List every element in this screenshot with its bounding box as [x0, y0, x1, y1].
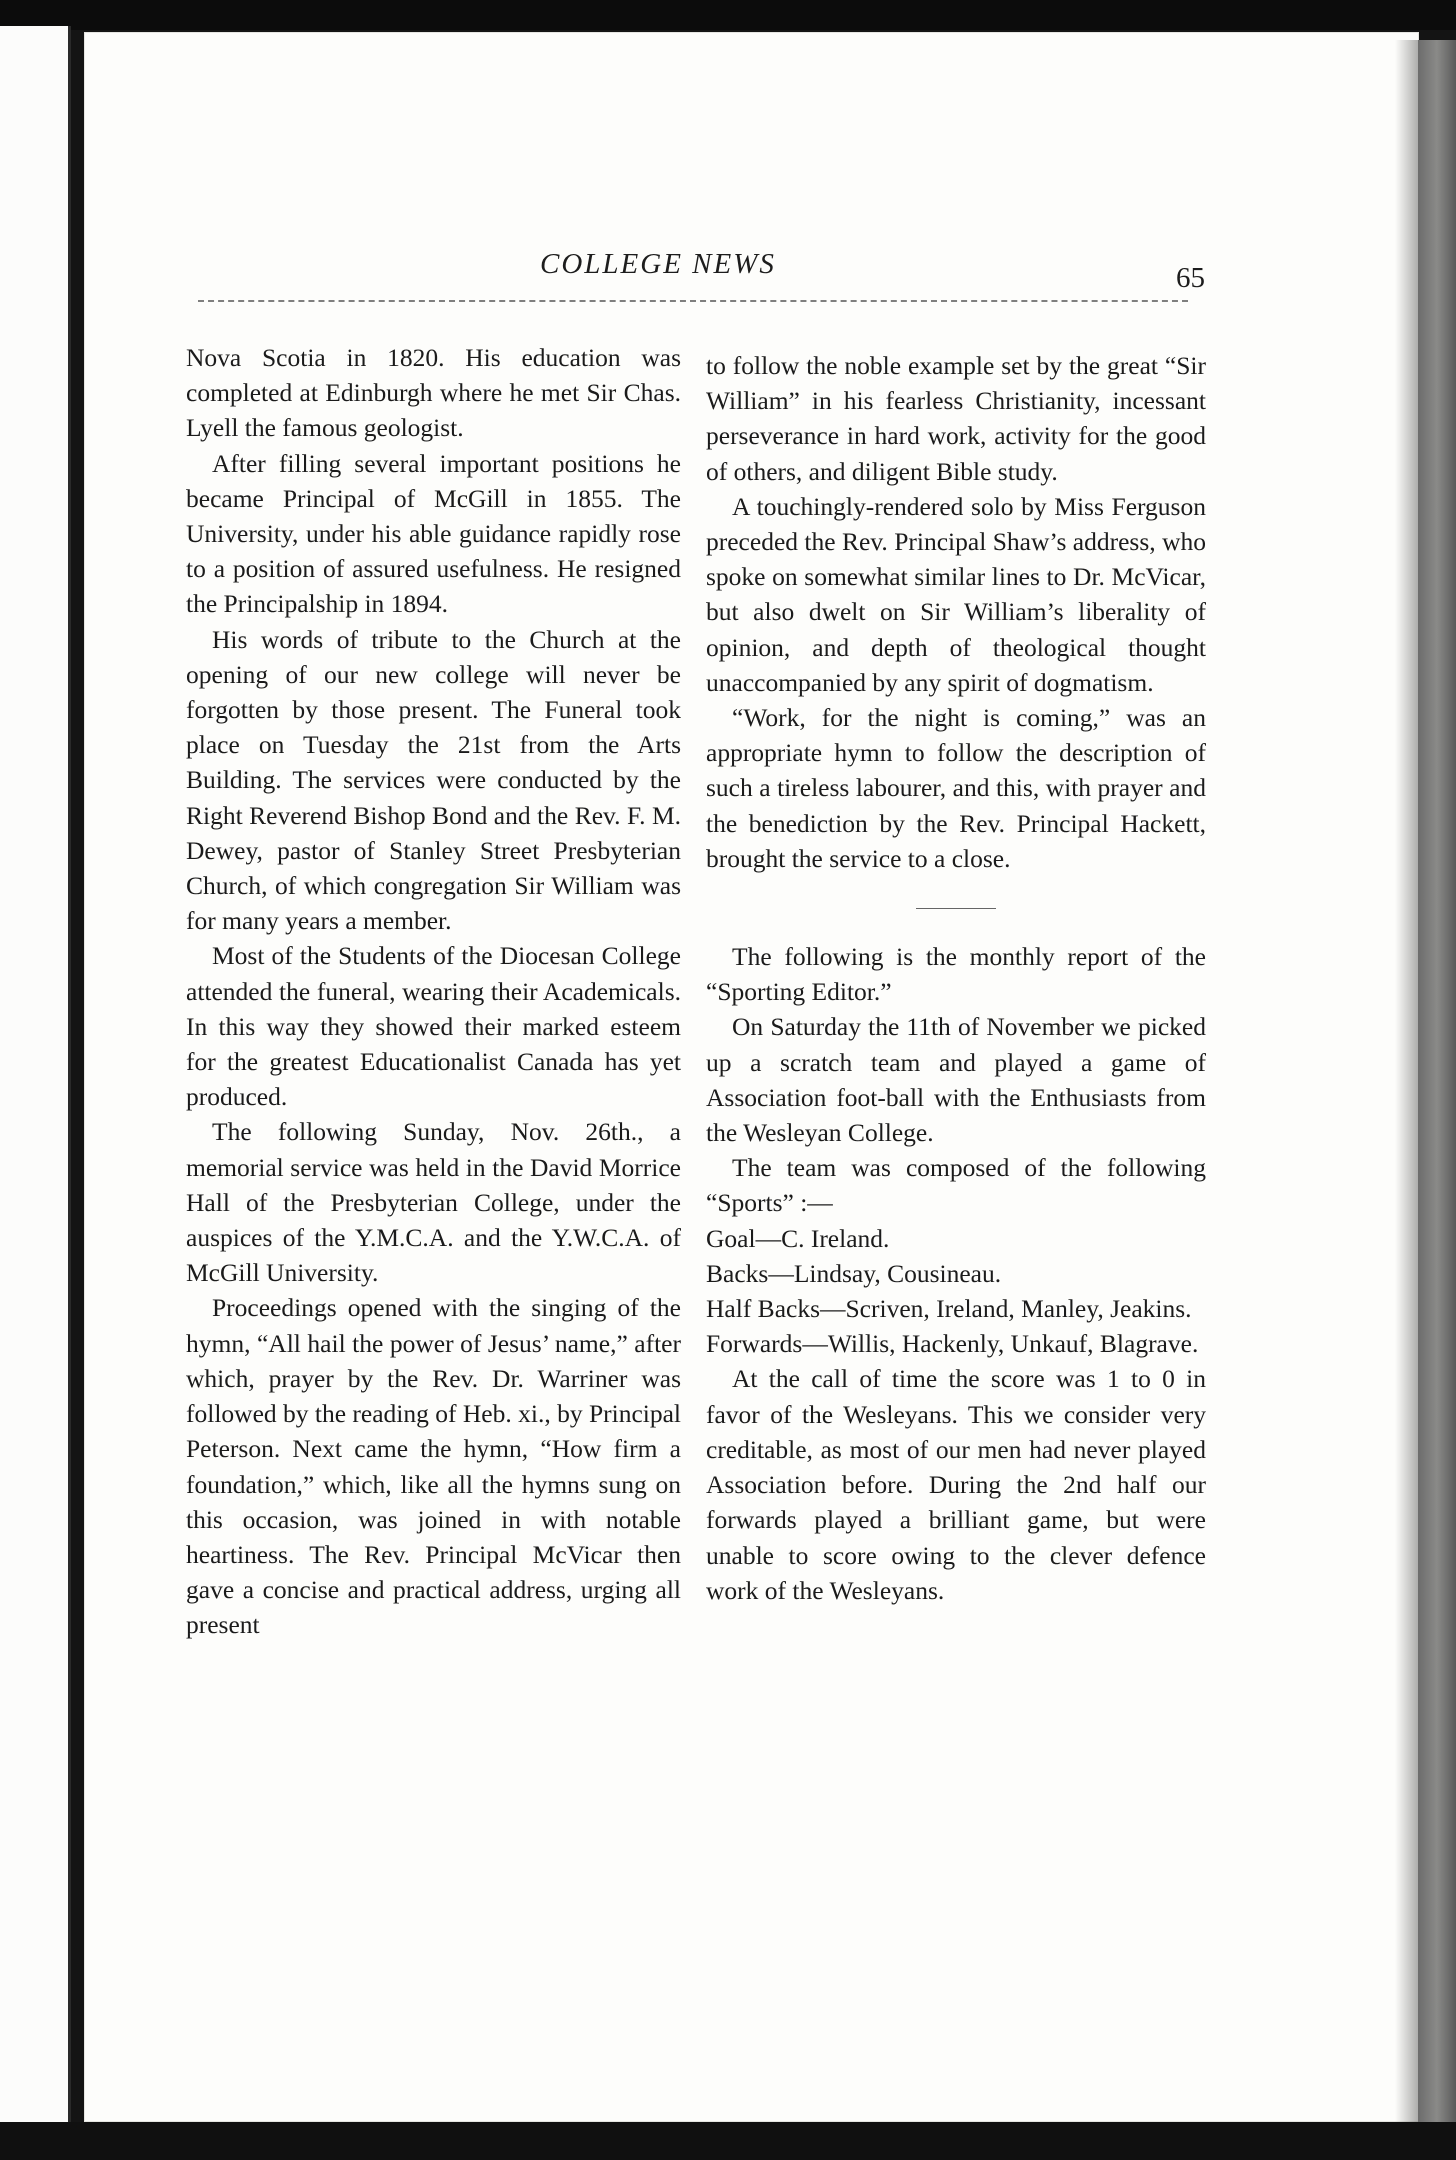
previous-page-edge	[0, 26, 71, 2126]
paragraph: His words of tribute to the Church at the opening of our new college will never be forgotten by those present. The Funeral took place on Tuesday the 21st from the Arts Building. The services were conducted by the Right Reverend Bishop Bond and the Rev. F. M. Dewey, pastor of Stanley Street Presbyterian Church, of which congregation Sir William was for many years a member.	[186, 624, 681, 936]
header-rule	[198, 300, 1188, 302]
paragraph: The following Sunday, Nov. 26th., a memorial service was held in the David Morrice Hall of the Presbyterian College, under the auspices of the Y.M.C.A. and the Y.W.C.A. of McGill University.	[186, 1117, 681, 1288]
page-number: 65	[1176, 262, 1205, 294]
right-column	[706, 348, 1206, 1608]
paragraph: A touchingly-rendered solo by Miss Ferguson preceded the Rev. Principal Shaw’s address, who spoke on somewhat similar lines to Dr. McVicar, but also dwelt on Sir William’s liberality of opinion, and depth of theological thought unaccompanied by any spirit of dogmatism.	[706, 491, 1206, 697]
team-roster	[706, 1221, 1206, 1362]
paragraph: Nova Scotia in 1820. His education was completed at Edinburgh where he met Sir Chas. Lyell the famous geologist.	[186, 343, 681, 443]
left-column	[186, 340, 681, 1643]
paragraph: Most of the Students of the Diocesan College attended the funeral, wearing their Academicals. In this way they showed their marked esteem for the greatest Educationalist Canada has yet produced.	[186, 941, 681, 1112]
paragraph: On Saturday the 11th of November we picked up a scratch team and played a game of Association foot-ball with the Enthusiasts from the Wesleyan College.	[706, 1012, 1206, 1148]
running-head: COLLEGE NEWS	[540, 248, 776, 280]
roster-line: Half Backs—Scriven, Ireland, Manley, Jeakins.	[706, 1294, 1192, 1324]
paragraph: The following is the monthly report of the “Sporting Editor.”	[706, 942, 1206, 1007]
roster-line: Forwards—Willis, Hackenly, Unkauf, Blagrave.	[706, 1329, 1199, 1359]
paragraph: “Work, for the night is coming,” was an appropriate hymn to follow the description of such a tireless labourer, and this, with prayer and the benediction by the Rev. Principal Hackett, brought the service to a close.	[706, 703, 1206, 873]
scan-top-border	[0, 0, 1456, 30]
paragraph: After filling several important positions he became Principal of McGill in 1855. The University, under his able guidance rapidly rose to a position of assured usefulness. He resigned the Principalship in 1894.	[186, 448, 681, 619]
paragraph: Proceedings opened with the singing of the hymn, “All hail the power of Jesus’ name,” after which, prayer by the Rev. Dr. Warriner was followed by the reading of Heb. xi., by Principal Peterson. Next came the hymn, “How firm a foundation,” which, like all the hymns sung on this occasion, was joined in with notable heartiness. The Rev. Principal McVicar then gave a concise and practical address, urging all present	[186, 1293, 682, 1640]
roster-line: Backs—Lindsay, Cousineau.	[706, 1258, 1002, 1288]
scan-bottom-border	[0, 2122, 1456, 2160]
roster-line: Goal—C. Ireland.	[706, 1223, 890, 1253]
paragraph: At the call of time the score was 1 to 0 in favor of the Wesleyans. This we consider very creditable, as most of our men had never played Association before. During the 2nd half our forwards played a brilliant game, but were unable to score owing to the clever defence work of the Wesleyans.	[706, 1364, 1206, 1605]
section-divider	[916, 908, 996, 909]
paragraph: The team was composed of the following “Sports” :—	[706, 1153, 1206, 1218]
paragraph: to follow the noble example set by the great “Sir William” in his fearless Christianity, incessant perseverance in hard work, activity for the good of others, and diligent Bible study.	[706, 351, 1206, 486]
page-stack-edge	[1418, 40, 1456, 2130]
